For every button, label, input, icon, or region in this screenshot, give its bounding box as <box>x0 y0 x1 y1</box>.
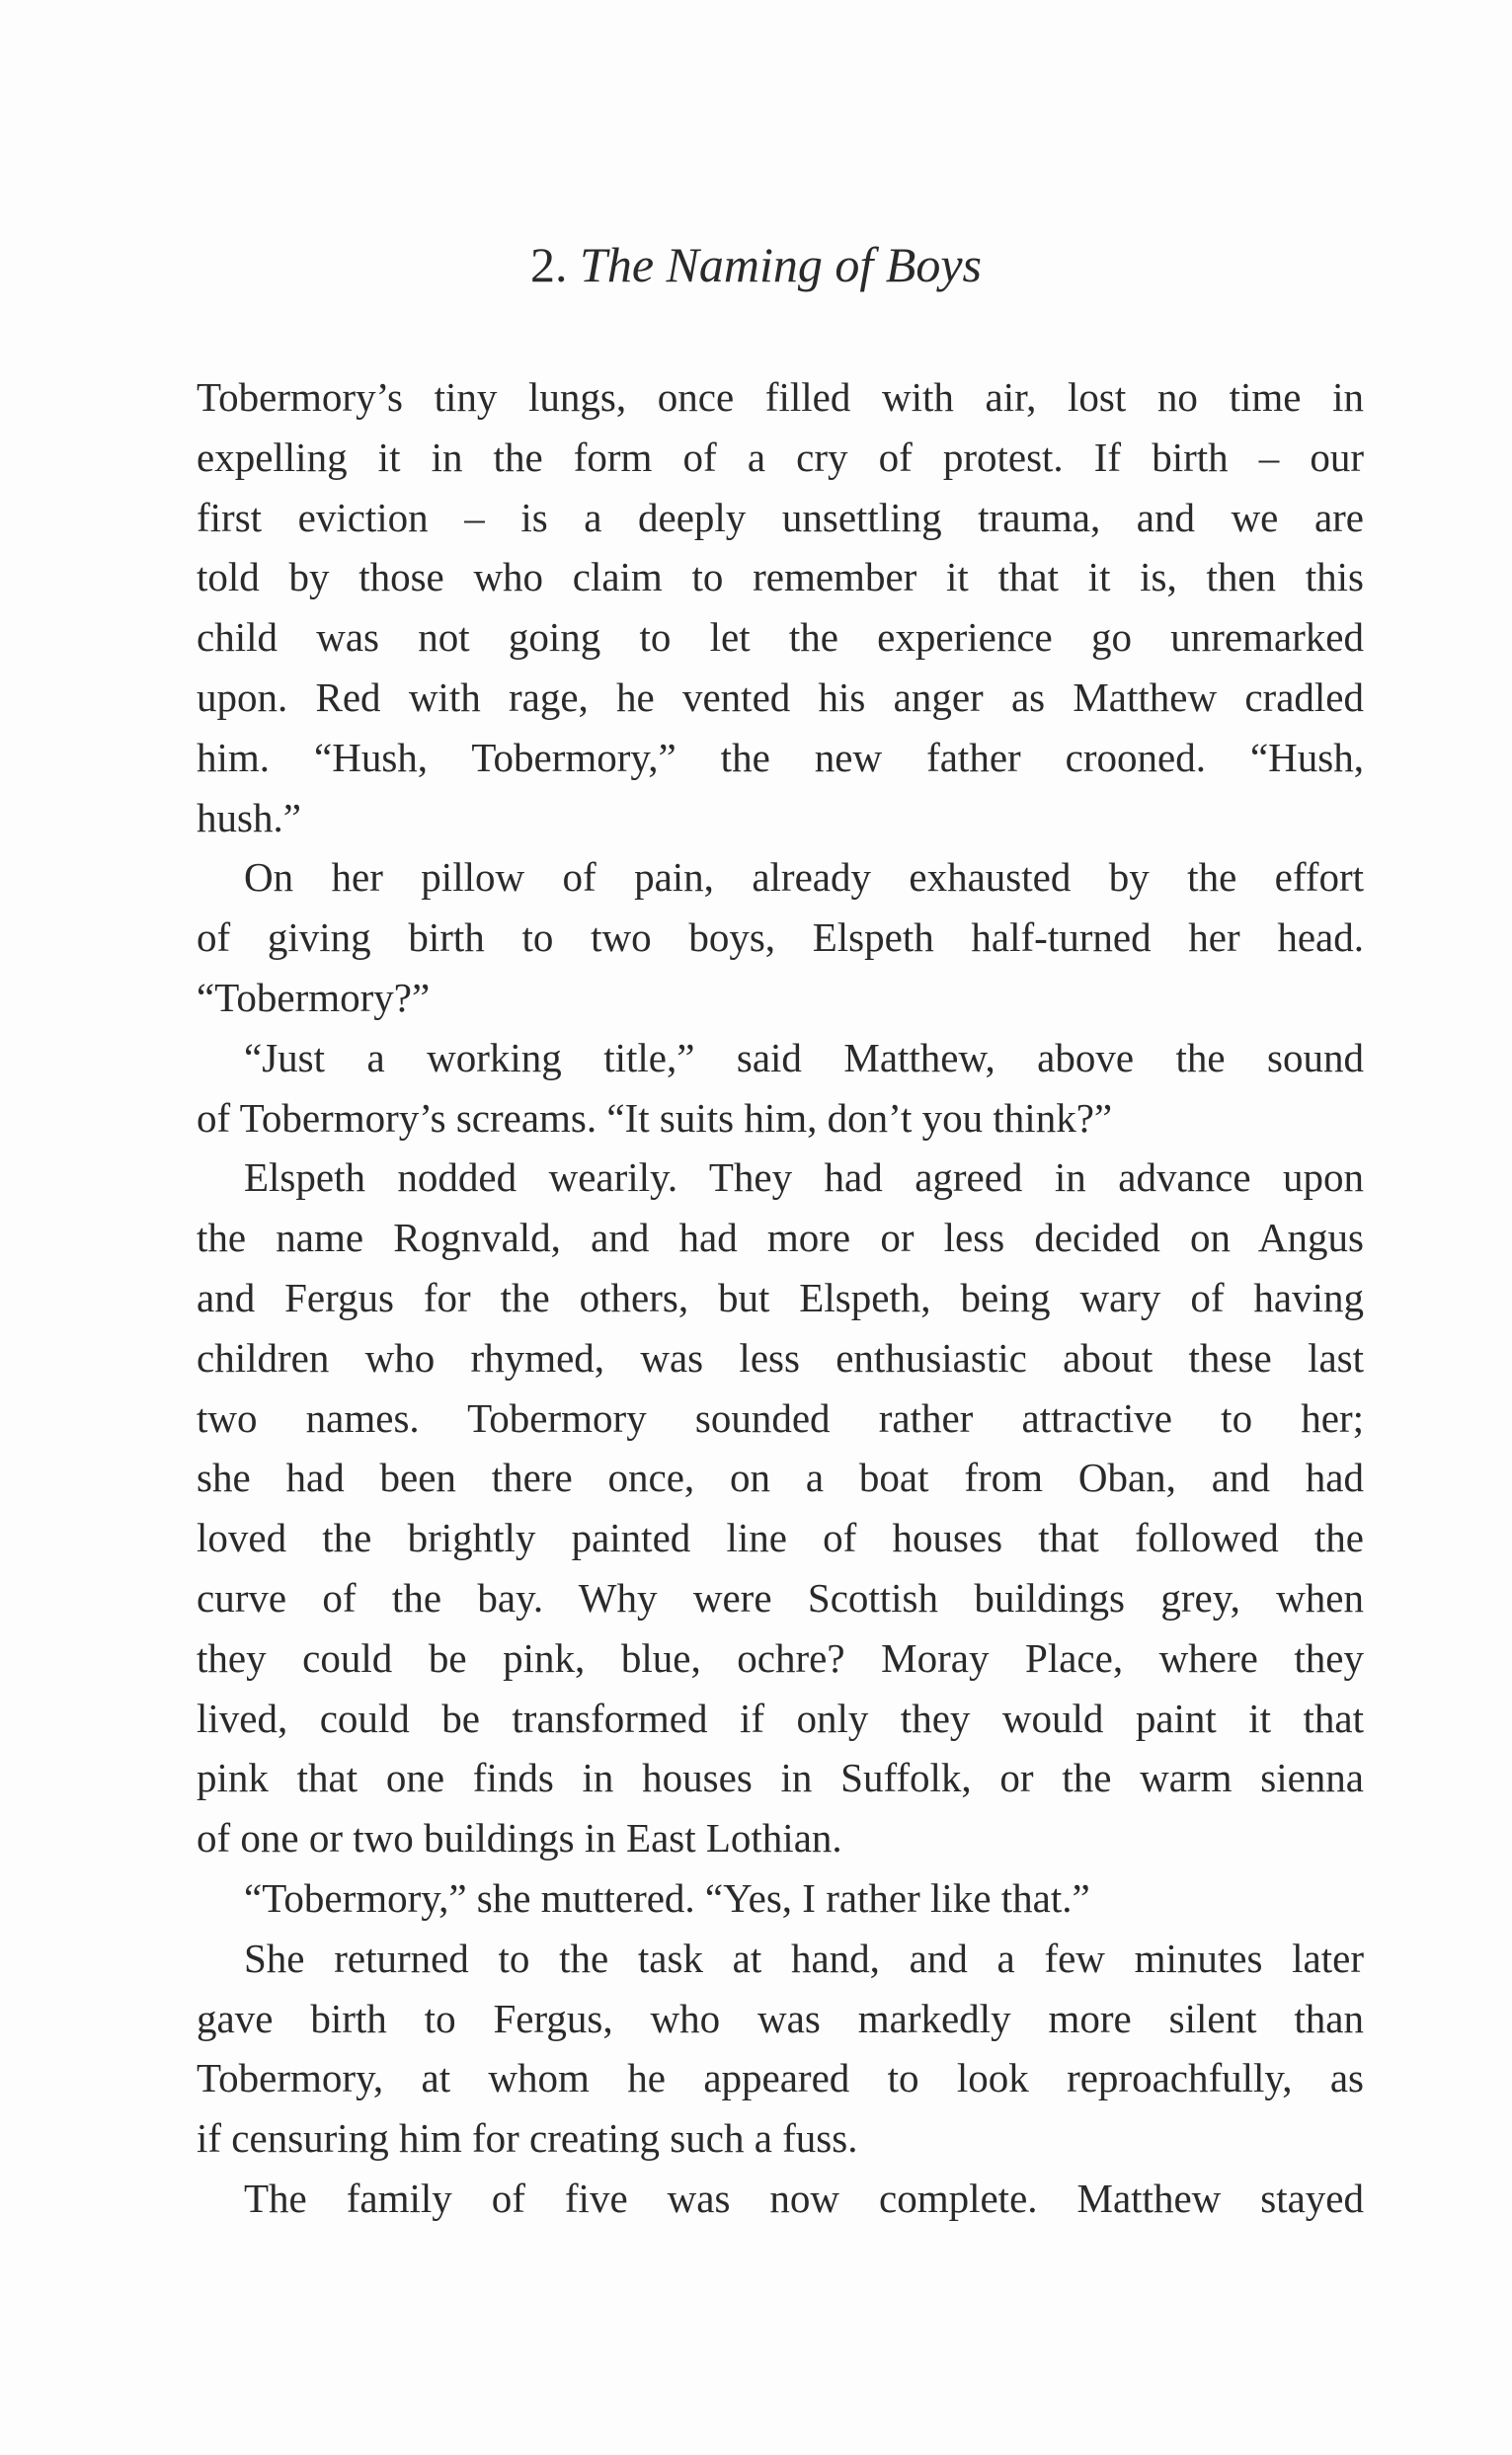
text-line: she had been there once, on a boat from Oban, and had <box>197 1455 1364 1501</box>
text-line: lived, could be transformed if only they would paint it that <box>197 1695 1364 1741</box>
text-line: curve of the bay. Why were Scottish buildings grey, when <box>197 1574 1364 1621</box>
text-line: they could be pink, blue, ochre? Moray Place, where they <box>197 1634 1364 1681</box>
body-text <box>197 367 1364 2229</box>
text-line: Tobermory, at whom he appeared to look reproachfully, as <box>197 2055 1364 2101</box>
text-line: of giving birth to two boys, Elspeth half-turned her head. <box>197 914 1364 961</box>
text-line: told by those who claim to remember it that it is, then this <box>197 554 1364 600</box>
text-line: “Just a working title,” said Matthew, above the sound <box>244 1034 1364 1080</box>
text-line: child was not going to let the experience go unremarked <box>197 614 1364 661</box>
text-line: two names. Tobermory sounded rather attractive to her; <box>197 1394 1364 1441</box>
text-line: Elspeth nodded wearily. They had agreed in advance upon <box>244 1154 1364 1201</box>
text-line: upon. Red with rage, he vented his anger as Matthew cradled <box>197 673 1364 720</box>
text-line: him. “Hush, Tobermory,” the new father crooned. “Hush, <box>197 734 1364 780</box>
text-line: The family of five was now complete. Matthew stayed <box>244 2175 1364 2221</box>
text-line: expelling it in the form of a cry of protest. If birth – our <box>197 434 1364 480</box>
text-line: Tobermory’s tiny lungs, once filled with air, lost no time in <box>197 374 1364 420</box>
text-line: the name Rognvald, and had more or less decided on Angus <box>197 1215 1364 1261</box>
text-line: of Tobermory’s screams. “It suits him, don’t you think?” <box>197 1094 1113 1141</box>
text-line: first eviction – is a deeply unsettling trauma, and we are <box>197 494 1364 540</box>
text-line: if censuring him for creating such a fuss. <box>197 2115 858 2162</box>
chapter-heading <box>0 235 1512 294</box>
text-line: loved the brightly painted line of houses that followed the <box>197 1515 1364 1561</box>
text-line: of one or two buildings in East Lothian. <box>197 1815 842 1861</box>
text-line: She returned to the task at hand, and a few minutes later <box>244 1935 1364 1981</box>
text-line: “Tobermory,” she muttered. “Yes, I rather like that.” <box>244 1874 1090 1921</box>
text-line: hush.” <box>197 794 301 840</box>
text-line: On her pillow of pain, already exhausted by the effort <box>244 854 1364 901</box>
chapter-title: The Naming of Boys <box>580 237 982 292</box>
text-line: pink that one finds in houses in Suffolk, or the warm sienna <box>197 1755 1364 1801</box>
chapter-number: 2. <box>530 237 568 292</box>
text-line: children who rhymed, was less enthusiastic about these last <box>197 1334 1364 1381</box>
text-line: gave birth to Fergus, who was markedly more silent than <box>197 1995 1364 2041</box>
text-line: “Tobermory?” <box>197 974 431 1020</box>
text-line: and Fergus for the others, but Elspeth, being wary of having <box>197 1274 1364 1320</box>
